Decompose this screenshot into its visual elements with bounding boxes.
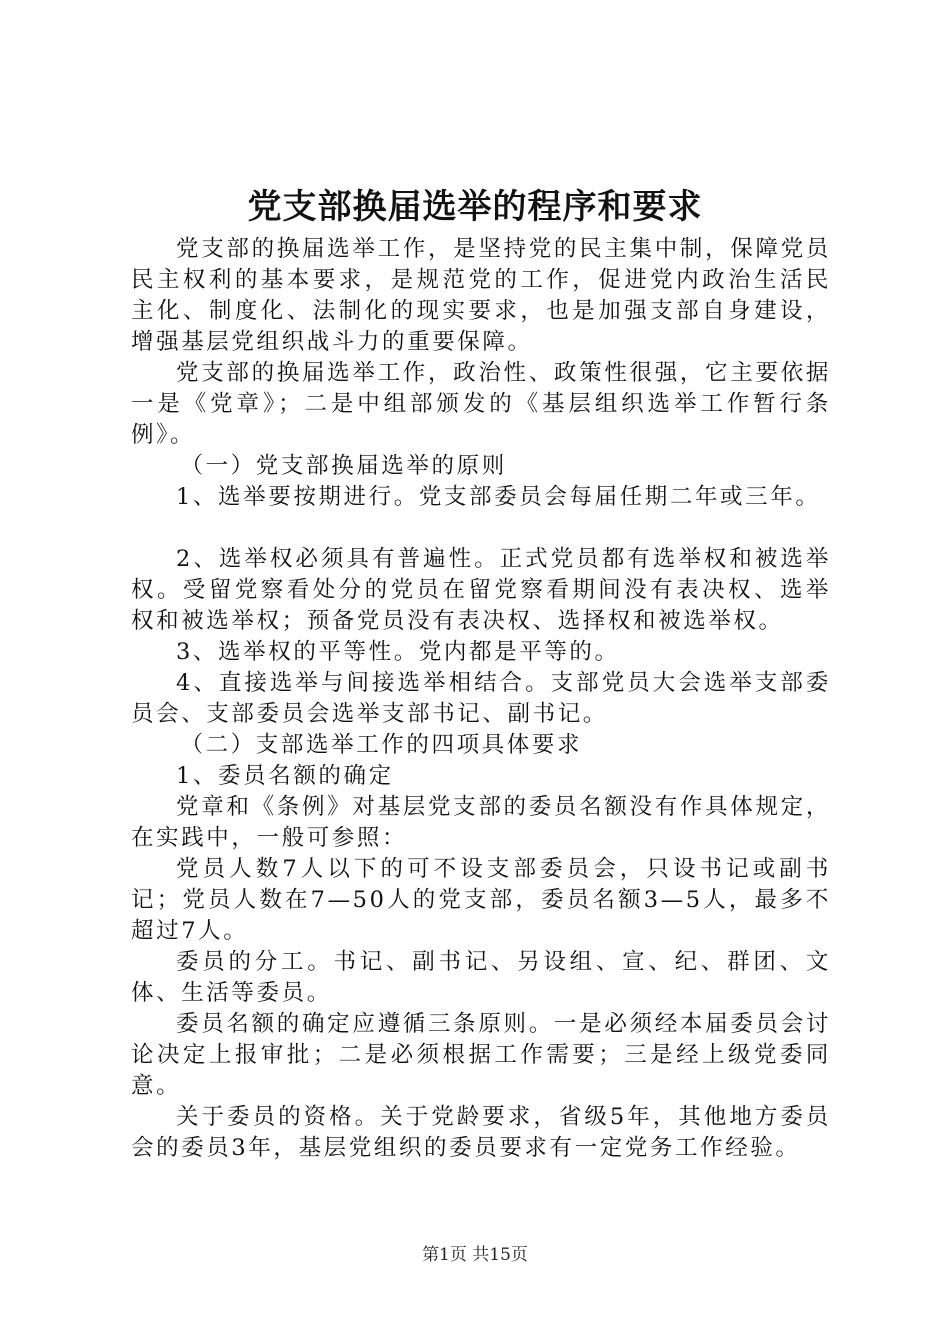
section-heading: （二）支部选举工作的四项具体要求	[180, 732, 583, 758]
section-heading: （一）党支部换届选举的原则	[180, 453, 507, 479]
paragraph: 关于委员的资格。关于党龄要求，省级5年，其他地方委员会的委员3年，基层党组织的委员要求有一定党务工作经验。	[131, 1104, 831, 1161]
page-footer: 第1页 共15页	[422, 1245, 528, 1265]
paragraph: 委员名额的确定应遵循三条原则。一是必须经本届委员会讨论决定上报审批；二是必须根据工作需要；三是经上级党委同意。	[131, 1011, 831, 1099]
paragraph: 党支部的换届选举工作，是坚持党的民主集中制，保障党员民主权利的基本要求，是规范党的工作，促进党内政治生活民主化、制度化、法制化的现实要求，也是加强支部自身建设，增强基层党组织战斗力的重要保障。	[131, 236, 831, 355]
paragraph: 党章和《条例》对基层党支部的委员名额没有作具体规定，在实践中，一般可参照：	[131, 794, 831, 851]
document-title: 党支部换届选举的程序和要求	[247, 187, 703, 227]
paragraph: 3、选举权的平等性。党内都是平等的。	[176, 639, 620, 665]
paragraph: 1、选举要按期进行。党支部委员会每届任期二年或三年。	[176, 484, 821, 510]
paragraph: 委员的分工。书记、副书记、另设组、宣、纪、群团、文体、生活等委员。	[131, 949, 831, 1006]
paragraph: 2、选举权必须具有普遍性。正式党员都有选举权和被选举权。受留党察看处分的党员在留党察看期间没有表决权、选举权和被选举权；预备党员没有表决权、选择权和被选举权。	[131, 546, 831, 634]
document-body	[131, 234, 831, 1164]
paragraph: 党员人数7人以下的可不设支部委员会，只设书记或副书记；党员人数在7—50人的党支部，委员名额3—5人，最多不超过7人。	[131, 856, 831, 944]
paragraph: 4、直接选举与间接选举相结合。支部党员大会选举支部委员会、支部委员会选举支部书记、副书记。	[131, 670, 831, 727]
paragraph: 党支部的换届选举工作，政治性、政策性很强，它主要依据一是《党章》；二是中组部颁发的《基层组织选举工作暂行条例》。	[131, 360, 831, 448]
paragraph: 1、委员名额的确定	[176, 763, 394, 789]
